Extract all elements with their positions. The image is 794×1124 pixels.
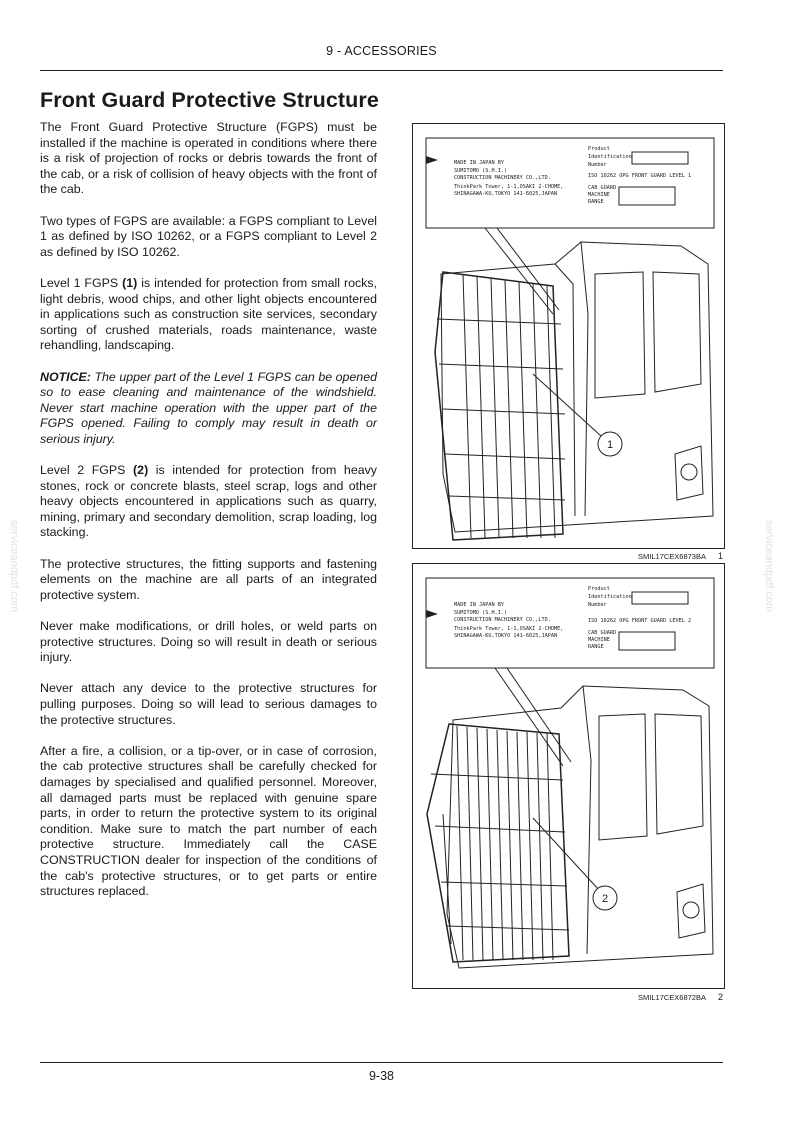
callout-2-label: 2	[601, 893, 609, 905]
plate-product-3: Number	[588, 602, 607, 608]
plate-company-1: SUMITOMO (S.H.I.)	[454, 610, 508, 616]
paragraph-level2	[40, 463, 377, 541]
plate-range-1: CAB GUARD	[588, 185, 617, 191]
watermark-right: serviceandpdf.com	[763, 519, 776, 613]
plate-address-1: ThinkPark Tower, 1-1,OSAKI 2-CHOME,	[454, 184, 564, 190]
level1-text: is intended for protection from small rocks, light debris, wood chips, and other light objects encountered in applications such as construction site services, secondary sorting of crushed materials, roads maintenance, waste rehandling, landscaping.	[40, 275, 378, 353]
plate-iso-text: ISO 10262 OPG FRONT GUARD LEVEL 1	[588, 173, 692, 179]
plate-range-2: MACHINE	[588, 637, 610, 643]
plate-made-in: MADE IN JAPAN BY	[454, 602, 504, 608]
paragraph-system: The protective structures, the fitting supports and fastening elements on the machine are all parts of an integrated protective system.	[40, 556, 377, 602]
plate-company-2: CONSTRUCTION MACHINERY CO.,LTD.	[454, 175, 551, 181]
plate-address-2: SHINAGAWA-KU,TOKYO 141-6025,JAPAN	[454, 191, 558, 197]
section-header: 9 - ACCESSORIES	[326, 44, 437, 58]
cab-illustration-level1	[413, 124, 724, 548]
plate-product-1: Product	[588, 146, 610, 152]
watermark-left: serviceandpdf.com	[8, 519, 21, 613]
level1-ref: (1)	[122, 275, 138, 290]
cab-illustration-level2	[413, 564, 724, 988]
paragraph-types: Two types of FGPS are available: a FGPS compliant to Level 1 as defined by ISO 10262, or a FGPS compliant to Level 2 as defined by ISO 10262.	[40, 213, 377, 259]
level2-ref: (2)	[133, 463, 149, 478]
footer-rule	[40, 1062, 723, 1063]
figure-level1-fgps	[412, 123, 725, 549]
page-number: 9-38	[368, 1069, 395, 1083]
paragraph-modifications: Never make modifications, or drill holes, or weld parts on protective structures. Doing so will result in death or serious injury.	[40, 619, 377, 665]
paragraph-intro: The Front Guard Protective Structure (FGPS) must be installed if the machine is operated in conditions where there is a risk of projection of rocks or debris towards the front of the cab, or a risk of collision of heavy objects with the front of the cab.	[40, 120, 377, 197]
notice-label: NOTICE:	[40, 369, 91, 384]
figure-caption-2	[580, 992, 723, 1002]
header-rule	[40, 70, 723, 71]
level2-text: is intended for protection from heavy stones, rock or concrete blasts, steel scrap, logs and other heavy objects encountered in applications such as quarry, mining, primary and secondary demolition, scrap loading, log stacking.	[40, 463, 377, 540]
level2-lead: Level 2 FGPS	[40, 463, 134, 478]
figure-level2-fgps	[412, 563, 725, 989]
plate-range-2: MACHINE	[588, 192, 610, 198]
plate-product-1: Product	[588, 586, 610, 592]
figure-caption-1	[580, 551, 723, 561]
callout-1-label: 1	[606, 439, 614, 451]
guard-frame	[435, 272, 563, 540]
plate-range-3: RANGE	[588, 199, 604, 205]
plate-range-1: CAB GUARD	[588, 630, 617, 636]
plate-product-3: Number	[588, 162, 607, 168]
figure-number-1: 1	[717, 551, 723, 561]
notice-text: The upper part of the Level 1 FGPS can be opened so to ease cleaning and maintenance of the windshield. Never start machine operation with the upper part of the FGPS opened. Failing to comply may result in death or serious injury.	[40, 369, 377, 446]
paragraph-pulling: Never attach any device to the protective structures for pulling purposes. Doing so will lead to serious damages to the protective structures.	[40, 681, 377, 727]
plate-company-1: SUMITOMO (S.H.I.)	[454, 168, 508, 174]
plate-made-in: MADE IN JAPAN BY	[454, 160, 504, 166]
page-title: Front Guard Protective Structure	[40, 88, 379, 112]
plate-address-1: ThinkPark Tower, 1-1,OSAKI 2-CHOME,	[454, 626, 564, 632]
plate-product-2: Identification	[588, 154, 632, 160]
plate-address-2: SHINAGAWA-KU,TOKYO 141-6025,JAPAN	[454, 633, 558, 639]
plate-product-2: Identification	[588, 594, 632, 600]
notice-paragraph	[40, 370, 377, 448]
paragraph-level1	[40, 276, 377, 354]
figure-code-2: SMIL17CEX6872BA	[638, 993, 706, 1002]
body-text	[40, 120, 377, 915]
plate-company-2: CONSTRUCTION MACHINERY CO.,LTD.	[454, 617, 551, 623]
plate-range-3: RANGE	[588, 644, 604, 650]
paragraph-inspection: After a fire, a collision, or a tip-over, or in case of corrosion, the cab protective structures shall be carefully checked for damages by specialised and qualified personnel. Moreover, all damaged parts must be replaced with genuine spare parts, in order to return the protective system to its original condition. Make sure to match the part number of each protective structure. Immediately call the CASE CONSTRUCTION dealer for inspection of the conditions of the cab's protective structures, or to get parts or entire structures replaced.	[40, 743, 377, 899]
plate-iso-text: ISO 10262 OPG FRONT GUARD LEVEL 2	[588, 618, 692, 624]
figure-code-1: SMIL17CEX6873BA	[638, 552, 706, 561]
level1-lead: Level 1 FGPS	[40, 275, 123, 290]
figure-number-2: 2	[717, 992, 723, 1002]
